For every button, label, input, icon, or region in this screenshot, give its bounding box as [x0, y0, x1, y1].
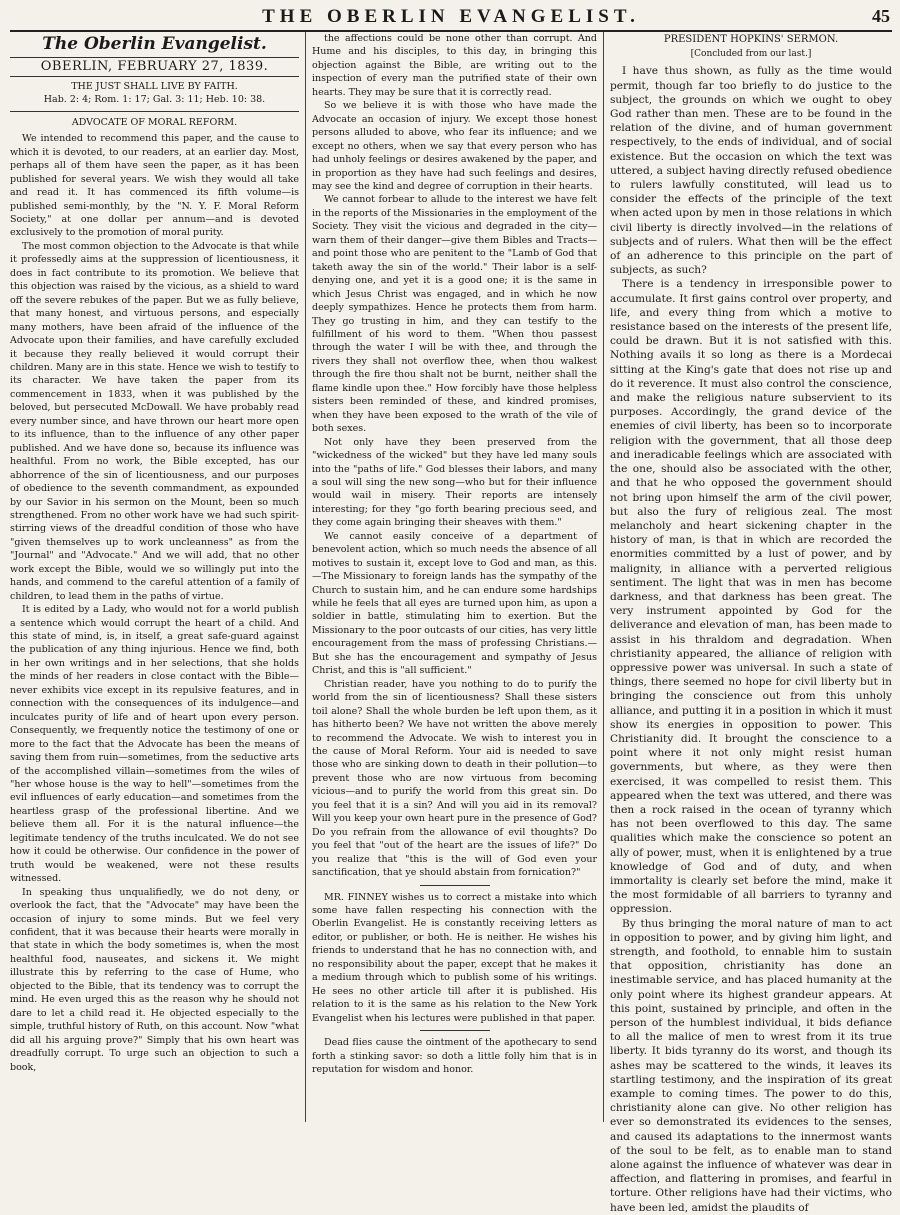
article-paragraph: We intended to recommend this paper, and the cause to which it is devoted, to our readers, at an earlier day. Most, perhaps all of them have seen the paper, as it has been published for several years. We wish they would all take and read it. It has commenced its fifth volume—is published semi-monthly, by the "N. Y. F. Moral Reform Society," at one dollar per annum—and is devoted exclusively to the promotion of moral purity. [10, 133, 299, 239]
proverb: Dead flies cause the ointment of the apothecary to send forth a stinking savor: so doth a little folly him that is in reputation for wisdom and honor. [312, 1037, 597, 1075]
separator-rule [420, 1030, 490, 1031]
separator-rule [420, 885, 490, 886]
motto: THE JUST SHALL LIVE BY FAITH. [71, 80, 238, 92]
columns [10, 32, 892, 1214]
article-paragraph: In speaking thus unqualifiedly, we do not deny, or overlook the fact, that the "Advocate" may have been the occasion of injury to some minds. But we feel very confident, that it was because their hearts were morally in that state in which the body sometimes is, when the most healthful food, nauseates, and sickens it. We might illustrate this by referring to the case of Hume, who objected to the Bible, that its tendency was to corrupt the mind. He even urged this as the reason why he should not dare to let a child read it. He objected especially to the simple, truthful history of Ruth, on this account. Now "what did all his arguing prove?" Simply that his own heart was dreadfully corrupt. To urge such an objection to such a book, [10, 886, 299, 1073]
running-title: THE OBERLIN EVANGELIST. [262, 6, 640, 27]
dateline: OBERLIN, FEBRUARY 27, 1839. [10, 58, 299, 76]
article-paragraph: So we believe it is with those who have made the Advocate an occasion of injury. We except those honest persons alluded to above, who fear its influence; and we except no others, when we say that every person who has had unholy feelings or desires awakened by the paper, and in proportion as they have had such feelings and desires, may see the kind and degree of corruption in their hearts. [312, 100, 597, 192]
article-paragraph: By thus bringing the moral nature of man to act in opposition to power, and by giving him light, and strength, and foothold, to ennable him to sustain that opposition, christianity has done an inestimable service, and has placed humanity at the only point where its highest grandeur appears. At this point, sustained by principle, and often in the person of the humblest individual, it bids defiance to all the malice of men to wrest from it its true liberty. It bids tyranny do its worst, and though its ashes may be scattered to the winds, it leaves its startling testimony, and the inspiration of its great example to coming times. The power to do this, christianity alone can give. No other religion has ever so demonstrated its evidences to the senses, and caused its adaptations to the innermost wants of the soul to be felt, as to enable man to stand alone against the influence of whatever was dear in affection, and flattering in promises, and fearful in torture. Other religions have had their victims, who have been led, amidst the plaudits of [610, 917, 892, 1214]
page-number: 45 [872, 6, 890, 26]
section-subheading: [Concluded from our last.] [690, 49, 812, 60]
motto-references: Hab. 2: 4; Rom. 1: 17; Gal. 3: 11; Heb. 10: 38. [10, 93, 299, 111]
article-paragraph: The most common objection to the Advocate is that while it professedly aims at the suppression of licentiousness, it does in fact contribute to its promotion. We believe that this objection was raised by the vicious, as a shield to ward off the severe rebukes of the paper. But we as fully believe, that many honest, and virtuous persons, and especially many mothers, have been afraid of the influence of the Advocate upon their families, and have carefully excluded it because they really believed it would corrupt their children. Many are in this state. Hence we wish to testify to its character. We have taken the paper from its commencement in 1833, when it was published by the beloved, but persecuted McDowall. We have probably read every number since, and have thrown our heart more open to its influence, than to the influence of any other paper published. And we have done so, because its influence was healthful. From no work, the Bible excepted, has our abhorrence of the sin of licentiousness, and our purposes of obedience to the seventh commandment, as expounded by our Savior in his sermon on the Mount, been so much strengthened. From no other work have we had such spirit-stirring views of the dreadful condition of those who have "given themselves up to work uncleanness" as from the "Journal" and "Advocate." And we will add, that no other work except the Bible, would we so willingly put into the hands, and commend to the careful attention of a family of children, to lead them in the paths of virtue. [10, 240, 299, 602]
column-3 [604, 32, 892, 1214]
article-paragraph: I have thus shown, as fully as the time would permit, though far too briefly to do justice to the subject, the grounds on which we ought to obey God rather than men. These are to be found in the relation of the divine, and of human government respectively, to the ends of individual, and of social existence. But the occasion on which the text was uttered, a subject having directly refused obedience to rulers lawfully constituted, will lead us to consider the effects of the principle of the text when acted upon by men in those relations in which civil liberty is directly involved—in the relations of subjects and of rulers. What then will be the effect of an adherence to this principle on the part of subjects, as such? [610, 65, 892, 277]
article-paragraph: We cannot easily conceive of a department of benevolent action, which so much needs the absence of all motives to sustain it, except love to God and man, as this.—The Missionary to foreign lands has the sympathy of the Church to sustain him, and he can endure some hardships while he feels that all eyes are turned upon him, as upon a soldier in battle, stimulating him to exertion. But the Missionary to the poor outcasts of our cities, has very little encouragement from the mass of professing Christians.—But she has the encouragement and sympathy of Jesus Christ, and this is "all sufficient." [312, 530, 597, 677]
article-paragraph: We cannot forbear to allude to the interest we have felt in the reports of the Missionaries in the employment of the Society. They visit the vicious and degraded in the city—warn them of their danger—give them Bibles and Tracts—and point those who are penitent to the "Lamb of God that taketh away the sin of the world." Their labor is a self-denying one, and yet it is a good one; it is the same in which Jesus Christ was engaged, and in which he now deeply sympathizes. Hence he protects them from harm. They go trusting in him, and they can testify to the fulfillment of his word to them. "When thou passest through the water I will be with thee, and through the rivers they shall not overflow thee, when thou walkest through the fire thou shalt not be burnt, neither shall the flame kindle upon thee." How forcibly have those helpless sisters been reminded of these, and kindred promises, when they have been exposed to the wrath of the vile of both sexes. [312, 194, 597, 435]
article-paragraph: There is a tendency in irresponsible power to accumulate. It first gains control over property, and life, and every thing from which a motive to resistance based on the interests of the present life, could be drawn. But it is not satisfied with this. Nothing avails it so long as there is a Mordecai sitting at the King's gate that does not rise up and do it reverence. It must also control the conscience, and make the religious nature subservient to its purposes. Accordingly, the grand device of the enemies of civil liberty, has been so to incorporate religion with the government, that all those deep and ineradicable feelings which are associated with the one, should also be associated with the other, and that he who opposed the government should not bring upon himself the arm of the civil power, but also the fury of religious zeal. The most melancholy and heart sickening chapter in the history of man, is that in which are recorded the enormities committed by a lust of power, and by malignity, in alliance with a perverted religious sentiment. The light that was in men has become darkness, and that darkness has been great. The very instrument appointed by God for the deliverance and elevation of man, has been made to assist in his thraldom and degradation. When christianity appeared, the alliance of religion with oppressive power was universal. In such a state of things, there seemed no hope for civil liberty but in bringing the conscience out from this unholy alliance, and putting it in a position in which it must show its energies in opposition to power. This Christianity did. It brought the conscience to a point where it not only might resist human governments, but where, as they were then exercised, it was compelled to resist them. This appeared when the text was uttered, and there was then a rock raised in the ocean of tyranny which has not been overflowed to this day. The same qualities which make the conscience so potent an ally of power, must, when it is enlightened by a true knowledge of God and of duty, and when immortality is clearly set before the mind, make it the most formidable of all barriers to tyranny and oppression. [610, 278, 892, 916]
notice-finney: MR. FINNEY wishes us to correct a mistake into which some have fallen respecting his connection with the Oberlin Evangelist. He is constantly receiving letters as editor, or publisher, or both. He is neither. He wishes his friends to understand that he has no connection with, and no responsibility about the paper, except that he makes it a medium through which to publish some of his writings. He sees no other article till after it is published. His relation to it is the same as his relation to the New York Evangelist when his lectures were published in that paper. [312, 891, 597, 1024]
running-header [10, 4, 892, 32]
section-heading-moral-reform: ADVOCATE OF MORAL REFORM. [71, 116, 238, 128]
article-paragraph: the affections could be none other than corrupt. And Hume and his disciples, to this day, in bringing this objection against the Bible, are writing out to the inspection of every man the putrified state of their own hearts. They may be sure that it is correctly read. [312, 33, 597, 98]
column-2 [306, 32, 604, 1122]
article-paragraph: It is edited by a Lady, who would not for a world publish a sentence which would corrupt the heart of a child. And this state of mind, is, in itself, a great safe-guard against the publication of any thing injurious. Hence we find, both in her own writings and in her selections, that she holds the minds of her readers in close contact with the Bible—never exhibits vice except in its repulsive features, and in connection with the consequences of its indulgence—and inculcates purity of life and of heart upon every person. Consequently, we frequently notice the testimony of one or more to the fact that the Advocate has been the means of saving them from ruin—sometimes, from the seductive arts of the accomplished villain—sometimes from the wiles of "her whose house is the way to hell"—sometimes from the evil influences of early education—and sometimes from the heartless grasp of the professional libertine. And we believe them all. For it is the natural influence—the legitimate tendency of the truths inculcated. We do not see how it could be otherwise. Our confidence in the power of truth would be weakened, were not these results witnessed. [10, 604, 299, 885]
section-heading-sermon: PRESIDENT HOPKINS' SERMON. [663, 34, 839, 45]
masthead: The Oberlin Evangelist. [10, 32, 299, 58]
column-1 [10, 32, 306, 1122]
article-paragraph: Not only have they been preserved from the "wickedness of the wicked" but they have led many souls into the "paths of life." God blesses their labors, and many a soul will sing the new song—who but for their influence would wail in misery. Their reports are intensely interesting; for they "go forth bearing precious seed, and they come again bringing their sheaves with them." [312, 436, 597, 529]
article-paragraph: Christian reader, have you nothing to do to purify the world from the sin of licentiousness? Shall these sisters toil alone? Shall the whole burden be left upon them, as it has hitherto been? We have not written the above merely to recommend the Advocate. We wish to interest you in the cause of Moral Reform. Your aid is needed to save those who are sinking down to death in their pollution—to prevent those who are now virtuous from becoming vicious—and to purify the world from this great sin. Do you feel that it is a sin? And will you aid in its removal? Will you keep your own heart pure in the presence of God? Do you refrain from the allowance of evil thoughts? Do you feel that "out of the heart are the issues of life?" Do you realize that "this is the will of God even your sanctification, that ye should abstain from fornication?" [312, 678, 597, 879]
